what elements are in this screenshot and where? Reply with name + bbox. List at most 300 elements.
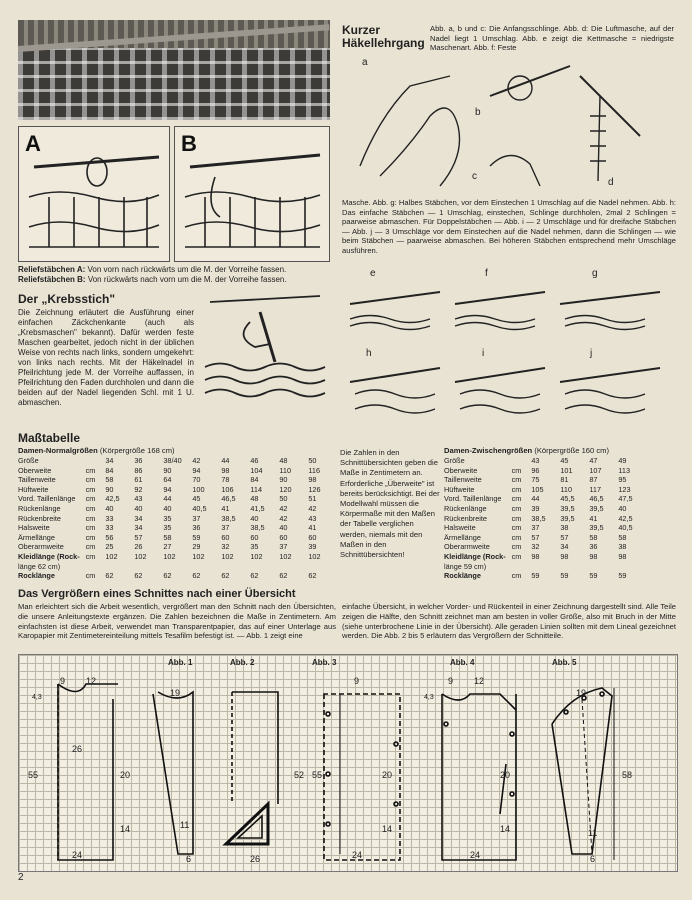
row-value: 42 <box>279 503 288 513</box>
row-value: 98 <box>560 551 569 561</box>
row-value: 104 <box>250 465 263 475</box>
row-value: 43 <box>134 494 143 504</box>
row-unit <box>512 456 532 466</box>
label-j: j <box>590 348 593 359</box>
row-value: 60 <box>250 532 259 542</box>
row-label: Rückenbreite <box>18 513 61 523</box>
row-value: 59 <box>589 571 598 581</box>
table-row <box>18 456 337 466</box>
row-unit: cm <box>511 513 522 523</box>
kurzer-text2: Masche. Abb. g: Halbes Stäbchen, vor dem Einstechen 1 Umschlag auf die Nadel nehmen. Abb. h: Das einfache Stäbchen — 1 Umschlag, einstechen, Schlinge durchholen, 2mal 2 Schlingen = paarweise abmaschen. Für Doppelstäbchen — Abb. i — 2 Umschläge und für dreifache Stäbchen — Abb. j — 3 Umschläge vor dem Einstechen auf die Nadel nehmen, dann die Schlingen — wie beim Stäbchen — paarweise abmaschen. Bei höheren Stäbchen entsprechend mehr Umschläge ausführen. <box>342 198 676 255</box>
row-unit: cm <box>511 551 522 561</box>
row-label: Ärmellänge <box>18 532 55 542</box>
abb4-dim-12: 12 <box>474 676 485 686</box>
hand-illustrations <box>340 56 680 196</box>
row-value: 84 <box>105 465 114 475</box>
row-label: Rückenbreite <box>444 513 487 523</box>
row-label: Taillenweite <box>18 475 56 485</box>
label-g: g <box>592 268 598 279</box>
row-unit: cm <box>85 551 96 561</box>
row-unit: cm <box>85 475 96 485</box>
relief-b-drawing <box>175 127 329 261</box>
row-value <box>531 562 560 572</box>
table-row <box>444 533 647 543</box>
row-value: 59 <box>560 571 569 581</box>
row-value: 34 <box>134 523 143 533</box>
row-label: Taillenweite <box>444 475 482 485</box>
row-value: 41 <box>589 513 598 523</box>
row-value: 34 <box>105 456 114 465</box>
row-value: 87 <box>589 475 598 485</box>
zw-size-table <box>444 456 647 581</box>
row-value: 40 <box>279 523 288 533</box>
row-unit: cm <box>85 503 96 513</box>
table-row <box>444 475 647 485</box>
relief-captions <box>18 265 338 285</box>
abb4-drawing <box>420 654 532 870</box>
letter-a: A <box>25 131 41 156</box>
label-c: c <box>472 171 477 182</box>
row-value: 62 <box>163 571 172 581</box>
row-value: 110 <box>279 465 292 475</box>
abb4-dim-20: 20 <box>500 770 511 780</box>
row-value: 42,5 <box>105 494 120 504</box>
row-label: Größe <box>18 456 39 465</box>
abb4-dim-9: 9 <box>448 676 454 686</box>
row-label: Oberarmweite <box>444 542 490 552</box>
row-value: 38,5 <box>250 523 265 533</box>
row-value: 101 <box>560 465 573 475</box>
table-row <box>444 494 647 504</box>
row-value: 57 <box>134 532 143 542</box>
row-value <box>308 562 337 572</box>
row-value: 32 <box>221 542 230 552</box>
row-value: 51 <box>308 494 317 504</box>
row-value: 59 <box>192 532 201 542</box>
kurzer-title-line1: Kurzer <box>342 23 381 37</box>
row-value: 50 <box>308 456 317 465</box>
row-label: Oberarmweite <box>18 542 64 552</box>
row-value: 39,5 <box>560 503 575 513</box>
row-value: 62 <box>105 571 114 581</box>
row-value: 38/40 <box>163 456 182 465</box>
row-value: 47,5 <box>618 494 633 504</box>
row-value: 44 <box>221 456 230 465</box>
row-value: 62 <box>250 571 259 581</box>
row-value: 43 <box>308 513 317 523</box>
row-unit: cm <box>511 465 522 475</box>
abb3-dim-52: 52 <box>294 770 305 780</box>
abb1-dim-6: 6 <box>186 854 192 864</box>
normal-heading: Damen-Normalgrößen <box>18 446 98 455</box>
abb4-dim-43: 4,3 <box>424 694 434 701</box>
table-row <box>444 571 647 581</box>
row-unit: cm <box>85 532 96 542</box>
row-value: 39,5 <box>589 503 604 513</box>
row-unit: cm <box>511 542 522 552</box>
row-unit: cm <box>85 571 96 581</box>
row-value: 57 <box>560 532 569 542</box>
row-value: 92 <box>134 484 143 494</box>
row-value: 41 <box>308 523 317 533</box>
row-value: 47 <box>589 456 598 465</box>
table-row <box>18 562 337 572</box>
row-value: 41 <box>221 503 230 513</box>
abb5-dim-19: 19 <box>576 688 587 698</box>
row-label: Rocklänge <box>18 571 55 581</box>
row-value: 48 <box>250 494 259 504</box>
abb3-dim-55: 55 <box>312 770 323 780</box>
row-value: 42 <box>308 503 317 513</box>
abb3-label: Abb. 3 <box>312 658 337 667</box>
row-value: 43 <box>531 456 540 465</box>
row-value: 42 <box>279 513 288 523</box>
table-row <box>444 456 647 466</box>
row-value: 39 <box>308 542 317 552</box>
row-value: 102 <box>105 551 118 561</box>
row-value: 40,5 <box>618 523 633 533</box>
abb4-dim-24: 24 <box>470 850 481 860</box>
row-value <box>163 562 192 572</box>
zw-heading: Damen-Zwischengrößen <box>444 446 533 455</box>
krebsstich-title: Der „Krebsstich" <box>18 292 116 306</box>
row-value: 38,5 <box>221 513 236 523</box>
row-label: Oberweite <box>444 465 478 475</box>
krebsstich-illustration <box>200 292 334 402</box>
abb1-label: Abb. 1 <box>168 658 193 667</box>
label-e: e <box>370 268 376 279</box>
abb3-dim-24: 24 <box>352 850 363 860</box>
row-value: 40 <box>250 513 259 523</box>
row-unit <box>512 562 532 572</box>
row-value: 39 <box>531 503 540 513</box>
masstabelle-title: Maßtabelle <box>18 431 81 445</box>
row-value: 98 <box>618 551 627 561</box>
abb4-dim-14: 14 <box>500 824 511 834</box>
table-row <box>18 571 337 581</box>
row-value: 98 <box>531 551 540 561</box>
hand-drawings <box>340 56 680 196</box>
table-row <box>444 485 647 495</box>
row-value: 27 <box>163 542 172 552</box>
row-label: Halsweite <box>18 523 50 533</box>
row-value: 90 <box>163 465 172 475</box>
row-value <box>105 562 134 572</box>
row-value: 46 <box>250 456 259 465</box>
row-label: Größe <box>444 456 465 465</box>
abb1-dim-11: 11 <box>180 820 190 830</box>
row-value: 123 <box>618 484 631 494</box>
row-value: 86 <box>134 465 143 475</box>
row-value: 40,5 <box>192 503 207 513</box>
row-value: 102 <box>163 551 176 561</box>
row-value: 26 <box>134 542 143 552</box>
row-value: 95 <box>618 475 627 485</box>
row-unit: cm <box>85 513 96 523</box>
row-value: 102 <box>221 551 234 561</box>
label-f: f <box>485 268 488 279</box>
row-value: 113 <box>618 465 631 475</box>
label-a: a <box>362 57 368 68</box>
abb1-dim-12: 12 <box>86 676 97 686</box>
abb4-label: Abb. 4 <box>450 658 475 667</box>
row-value: 45 <box>560 456 569 465</box>
row-value: 62 <box>221 571 230 581</box>
abb5-label: Abb. 5 <box>552 658 577 667</box>
row-value <box>279 562 308 572</box>
row-value: 62 <box>192 571 201 581</box>
row-value: 38 <box>560 523 569 533</box>
row-value: 78 <box>221 475 230 485</box>
page-number: 2 <box>18 872 24 883</box>
row-value: 36 <box>192 523 201 533</box>
abb1-drawing <box>18 654 218 870</box>
abb2-dim-26: 26 <box>250 854 261 864</box>
abb1-dim-19: 19 <box>170 688 181 698</box>
table-row <box>444 504 647 514</box>
row-value: 60 <box>279 532 288 542</box>
row-value: 58 <box>589 532 598 542</box>
row-value: 94 <box>163 484 172 494</box>
row-value: 44 <box>163 494 172 504</box>
abb1-dim-14: 14 <box>120 824 131 834</box>
row-label: Kleidlänge (Rock- <box>18 551 80 561</box>
kurzer-title <box>342 24 425 50</box>
row-value: 38 <box>618 542 627 552</box>
row-value: 40 <box>163 503 172 513</box>
row-label: Rückenlänge <box>444 503 487 513</box>
row-value: 102 <box>308 551 321 561</box>
row-value: 37 <box>192 513 201 523</box>
row-value: 75 <box>531 475 540 485</box>
row-value: 37 <box>221 523 230 533</box>
row-value: 40 <box>618 503 627 513</box>
row-value: 98 <box>589 551 598 561</box>
table-row <box>18 475 337 485</box>
row-value <box>589 562 618 572</box>
zw-table-block <box>444 446 680 581</box>
caption-a-label: Reliefstäbchen A: <box>18 265 86 274</box>
row-value: 39,5 <box>560 513 575 523</box>
table-row <box>18 552 337 562</box>
krebsstich-drawing <box>200 292 334 402</box>
letter-b: B <box>181 131 197 156</box>
row-value: 62 <box>279 571 288 581</box>
row-value: 35 <box>163 523 172 533</box>
row-label: Rückenlänge <box>18 503 61 513</box>
abb1-dim-20: 20 <box>120 770 131 780</box>
row-value: 61 <box>134 475 143 485</box>
abb3-drawing <box>300 654 412 870</box>
abb1-dim-24: 24 <box>72 850 83 860</box>
label-d: d <box>608 177 614 188</box>
row-value: 36 <box>589 542 598 552</box>
abb3-dim-14: 14 <box>382 824 393 834</box>
row-value: 34 <box>134 513 143 523</box>
vergroessern-title: Das Vergrößern eines Schnittes nach einer Übersicht <box>18 588 296 600</box>
row-unit: cm <box>511 571 522 581</box>
row-label: Oberweite <box>18 465 52 475</box>
vergroessern-col1: Man erleichtert sich die Arbeit wesentlich, vergrößert man den Schnitt nach den Übersichten, die unsere Anleitungstexte ergänzen. Die Zahlen bezeichnen die Maße in Zentimetern. Am einfachsten ist diese Arbeit, verwendet man Transparentpapier, das auf einer Unterlage aus Karopapier mit Zentimetereinteilung mittels Tesafilm befestigt ist. — Abb. 1 zeigt eine <box>18 602 336 641</box>
row-value: 81 <box>560 475 569 485</box>
table-row <box>18 466 337 476</box>
row-value: 29 <box>192 542 201 552</box>
table-row <box>444 542 647 552</box>
caption-b-label: Reliefstäbchen B: <box>18 275 86 284</box>
row-value: 37 <box>279 542 288 552</box>
abb5-dim-11: 11 <box>588 828 598 838</box>
row-value: 56 <box>105 532 114 542</box>
row-label: Halsweite <box>444 523 476 533</box>
row-value <box>221 562 250 572</box>
abb1-dim-43: 4,3 <box>32 694 42 701</box>
masstabelle-middle-text: Die Zahlen in den Schnittübersichten geben die Maße in Zentimetern an. Erforderliche „Überweite" ist bereits berücksichtigt. Bei der Modellwahl müssen die Körpermaße mit den Maßen der Tabelle verglichen werden, niemals mit den Maßen in den Schnittübersichten! <box>340 448 440 560</box>
row-value: 84 <box>250 475 259 485</box>
row-value: 34 <box>560 542 569 552</box>
row-value: 40 <box>105 503 114 513</box>
table-row <box>444 523 647 533</box>
table-row <box>18 485 337 495</box>
row-value: 107 <box>589 465 602 475</box>
row-value: 106 <box>221 484 234 494</box>
row-value: 98 <box>221 465 230 475</box>
row-value: 58 <box>163 532 172 542</box>
abb1-dim-9: 9 <box>60 676 66 686</box>
row-value: 35 <box>163 513 172 523</box>
kurzer-title-line2: Häkellehrgang <box>342 36 425 50</box>
row-value: 96 <box>531 465 540 475</box>
row-value: 39,5 <box>589 523 604 533</box>
row-unit: cm <box>511 503 522 513</box>
row-value: 42 <box>192 456 201 465</box>
normal-sub: (Körpergröße 168 cm) <box>99 446 175 455</box>
caption-b-text: Von rückwärts nach vorn um die M. der Vorreihe fassen. <box>87 275 287 284</box>
row-value: 100 <box>192 484 205 494</box>
row-value: 25 <box>105 542 114 552</box>
krebsstich-text: Die Zeichnung erläutert die Ausführung einer einfachen Zäckchenkante (auch als „Krebsmaschen" bekannt). Dafür werden feste Maschen gearbeitet, jedoch nicht in der üblichen Weise von rechts nach links, sondern umgekehrt: von links nach rechts. Mit der Häkelnadel in Pfeilrichtung jede M. der Vorreihe auffassen, in Pfeilrichtung den Faden durchholen und dann die beiden auf der Nadel liegenden Schl. mit 1 U. abmaschen. <box>18 308 194 407</box>
row-value: 46,5 <box>221 494 236 504</box>
table-row <box>18 523 337 533</box>
row-value: 50 <box>279 494 288 504</box>
row-value: 38,5 <box>531 513 546 523</box>
abb5-dim-58: 58 <box>622 770 633 780</box>
vergroessern-col2: einfache Übersicht, in welcher Vorder- und Rückenteil in einer Zeichnung dargestellt sind. Alle Teile zeigen die Hälfte, den Schnitt zeichnet man am besten in voller Größe, also mit Bruch in der Mitte (siehe unterbrochene Linie in der Übersicht). Alle geraden Linien sollten mit dem Lineal gezeichnet werden. Die Abb. 2 bis 5 erläutern das Vergrößern der Schnitteile. <box>342 602 676 641</box>
row-value: 62 <box>308 571 317 581</box>
row-value: 126 <box>308 484 321 494</box>
abb5-drawing <box>532 654 676 870</box>
row-value: 48 <box>279 456 288 465</box>
table-row <box>18 542 337 552</box>
abb3-dim-9: 9 <box>354 676 360 686</box>
row-value: 59 <box>531 571 540 581</box>
row-value: 35 <box>250 542 259 552</box>
row-value: 94 <box>192 465 201 475</box>
row-value: 33 <box>105 513 114 523</box>
row-label: Kleidlänge (Rock- <box>444 551 506 561</box>
row-value: 37 <box>531 523 540 533</box>
label-b: b <box>475 107 481 118</box>
table-row <box>444 514 647 524</box>
row-value: 42,5 <box>618 513 633 523</box>
row-value: 114 <box>250 484 263 494</box>
table-row <box>18 504 337 514</box>
row-label: Ärmellänge <box>444 532 481 542</box>
abb2-drawing <box>218 654 308 870</box>
row-value: 116 <box>308 465 321 475</box>
row-label: Rocklänge <box>444 571 481 581</box>
row-value <box>192 562 221 572</box>
abb5-dim-6: 6 <box>590 854 596 864</box>
row-label: Vord. Taillenlänge <box>18 494 76 504</box>
row-unit: cm <box>85 465 96 475</box>
row-value: 49 <box>618 456 627 465</box>
table-row <box>444 466 647 476</box>
table-row <box>18 514 337 524</box>
row-value: 102 <box>279 551 292 561</box>
row-value <box>134 562 163 572</box>
row-value: 64 <box>163 475 172 485</box>
relief-a-drawing <box>19 127 169 261</box>
row-label: länge 59 cm) <box>444 561 487 571</box>
row-label: Hüftweite <box>18 484 49 494</box>
normal-size-table <box>18 456 337 581</box>
table-row <box>18 494 337 504</box>
normal-table-block <box>18 446 338 581</box>
row-unit: cm <box>85 542 96 552</box>
row-value: 98 <box>308 475 317 485</box>
table-row <box>444 552 647 562</box>
label-h: h <box>366 348 372 359</box>
row-value: 120 <box>279 484 292 494</box>
row-unit: cm <box>511 484 522 494</box>
row-value: 45 <box>192 494 201 504</box>
relief-illustration-b <box>174 126 330 262</box>
row-label: Vord. Taillenlänge <box>444 494 502 504</box>
abb1-dim-55: 55 <box>28 770 39 780</box>
row-value: 46,5 <box>589 494 604 504</box>
row-value: 110 <box>560 484 573 494</box>
row-value: 44 <box>531 494 540 504</box>
kurzer-intro: Abb. a, b und c: Die Anfangsschlinge. Abb. d: Die Luftmasche, auf der Nadel liegt 1 Umschlag. Abb. e zeigt die Kettmasche = niedrigste Maschenart. Abb. f: Feste <box>430 24 674 52</box>
row-value: 33 <box>105 523 114 533</box>
abb1-dim-26: 26 <box>72 744 83 754</box>
row-value: 102 <box>192 551 205 561</box>
row-value: 57 <box>531 532 540 542</box>
row-label: länge 62 cm) <box>18 561 61 571</box>
row-value: 102 <box>134 551 147 561</box>
table-row <box>18 533 337 543</box>
row-unit: cm <box>511 494 522 504</box>
crochet-photo <box>18 20 330 120</box>
row-unit: cm <box>85 494 96 504</box>
row-unit: cm <box>511 532 522 542</box>
row-value: 90 <box>105 484 114 494</box>
row-value: 70 <box>192 475 201 485</box>
row-value: 102 <box>250 551 263 561</box>
row-value: 59 <box>618 571 627 581</box>
row-value: 40 <box>134 503 143 513</box>
row-value: 60 <box>221 532 230 542</box>
row-unit: cm <box>511 475 522 485</box>
row-value: 117 <box>589 484 602 494</box>
row-value: 58 <box>618 532 627 542</box>
row-value: 41,5 <box>250 503 265 513</box>
zw-sub: (Körpergröße 160 cm) <box>534 446 610 455</box>
row-value: 60 <box>308 532 317 542</box>
label-i: i <box>482 348 485 359</box>
row-value: 90 <box>279 475 288 485</box>
row-unit: cm <box>85 484 96 494</box>
